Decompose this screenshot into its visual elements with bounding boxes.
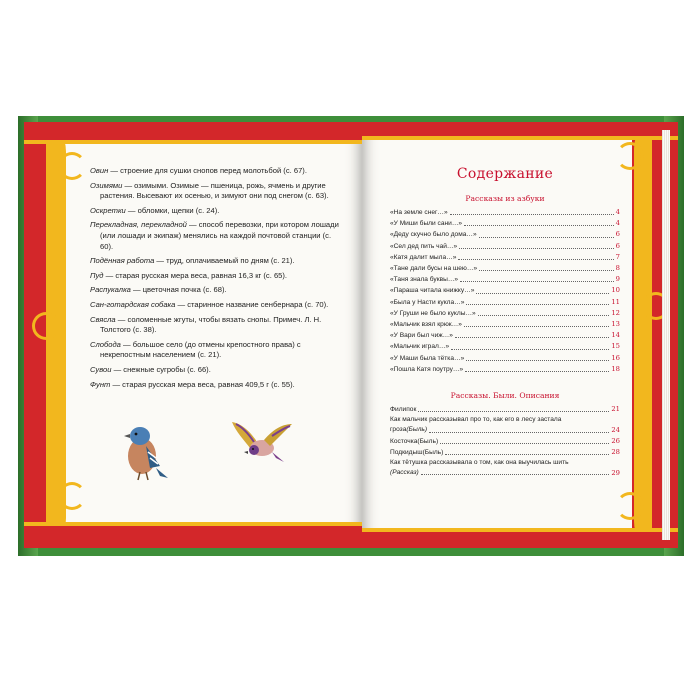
toc-item <box>390 252 620 263</box>
toc-item-note: (Быль) <box>406 426 428 434</box>
ornament-border-top <box>24 122 362 148</box>
toc-page-number: 28 <box>611 447 620 456</box>
toc-item <box>390 319 620 330</box>
section-title: Рассказы из азбуки <box>465 194 545 203</box>
toc-item-title: «У Груши не было куклы…» <box>390 309 476 317</box>
toc-item <box>390 263 620 274</box>
toc-item-title: Филипок <box>390 406 417 414</box>
glossary-term: Подённая работа <box>90 256 155 266</box>
toc-page-number: 11 <box>611 297 620 306</box>
glossary-term: Свясла <box>90 314 116 324</box>
toc-leader-dots <box>421 474 610 475</box>
toc-item-line <box>390 425 620 435</box>
toc-item-title: Косточка <box>390 437 418 445</box>
glossary-definition: — старая русская мера веса, равная 409,5 г (с. 55). <box>110 379 295 389</box>
glossary-entry <box>90 315 340 336</box>
toc-item-title: «Параша читала книжку…» <box>390 287 475 295</box>
ornament-border-right <box>632 122 678 548</box>
toc-item-note: (Быль) <box>422 448 444 456</box>
toc-item-title: Как тётушка рассказывала о том, как она выучилась шить <box>390 459 569 467</box>
toc-item-title: «Мальчик играл…» <box>390 343 450 351</box>
toc-item-title: «Мальчик взял крюк…» <box>390 321 462 329</box>
toc-page-number: 7 <box>615 252 620 261</box>
glossary-definition: — озимыми. Озимые — пшеница, рожь, ячмень и другие растения. Высевают их осенью, и зимуют они под снегом (с. 63). <box>100 180 329 201</box>
toc-leader-dots <box>458 259 613 260</box>
toc-leader-dots <box>429 432 609 433</box>
ornament-curl <box>58 152 86 180</box>
glossary-term: Озимями <box>90 180 123 190</box>
toc-item-title: «Сел дед пить чай…» <box>390 242 458 250</box>
glossary-entry <box>90 365 340 376</box>
ornament-border-bottom <box>24 518 362 548</box>
toc-leader-dots <box>466 360 609 361</box>
toc-item-title: «У Миши были сани…» <box>390 220 463 228</box>
ornament-curl <box>616 492 644 520</box>
toc-item-title: «У Вари был чиж…» <box>390 332 453 340</box>
page-edges <box>662 130 670 540</box>
toc-page-number: 16 <box>611 353 620 362</box>
toc-leader-dots <box>450 214 614 215</box>
toc-page-number: 12 <box>611 308 620 317</box>
glossary-entry <box>90 380 340 391</box>
glossary-definition: — старая русская мера веса, равная 16,3 кг (с. 65). <box>103 270 288 280</box>
glossary-entry <box>90 340 340 361</box>
glossary-definition: — старинное название сенбернара (с. 70). <box>175 299 329 309</box>
toc-leader-dots <box>445 454 609 455</box>
glossary-term: Сан-готардская собака <box>90 299 176 309</box>
toc-page-number: 15 <box>611 342 620 351</box>
toc-page-number: 21 <box>611 405 620 414</box>
glossary-term: Фунт <box>90 379 111 389</box>
toc-leader-dots <box>459 248 613 249</box>
glossary-definition: — большое село (до отмены крепостного права) с некрепостным населением (с. 21). <box>100 339 301 360</box>
toc-item <box>390 330 620 341</box>
glossary-definition: — строение для сушки снопов перед молотьбой (с. 67). <box>108 166 307 175</box>
toc-page-number: 6 <box>615 230 620 239</box>
toc-item-title: «Катя далит мыла…» <box>390 253 457 261</box>
toc-item-line <box>390 468 620 478</box>
toc-item <box>390 308 620 319</box>
chaffinch-bird-illustration <box>116 422 172 482</box>
glossary-definition: — способ перевозки, при котором лошади (или лошади и экипаж) менялись на каждой почтовой станции (с. 60). <box>100 220 339 251</box>
glossary-definition: — снежные сугробы (с. 66). <box>111 364 211 374</box>
toc-leader-dots <box>460 281 614 282</box>
toc-page-number: 4 <box>615 219 620 228</box>
toc-item-title: «У Маши была тётка…» <box>390 354 465 362</box>
glossary-term: Оскретки <box>90 205 126 215</box>
toc-page-number: 10 <box>611 286 620 295</box>
glossary-entry <box>90 181 340 202</box>
ornament-border-bottom <box>362 524 678 548</box>
toc-item <box>390 274 620 285</box>
glossary-entry <box>90 206 340 217</box>
ornament-curl <box>32 312 60 340</box>
toc-item <box>390 229 620 240</box>
glossary <box>90 166 340 394</box>
glossary-term: Пуд <box>90 270 104 280</box>
toc-item-title: Подкидыш <box>390 448 423 456</box>
toc-item <box>390 364 620 375</box>
ornament-curl <box>58 482 86 510</box>
toc-item <box>390 297 620 308</box>
toc-item-title: Как мальчик рассказывал про то, как его в лесу застала <box>390 416 562 424</box>
glossary-definition: — цветочная почка (с. 68). <box>130 285 227 295</box>
glossary-entry <box>90 300 340 311</box>
glossary-term: Слобода <box>90 339 121 349</box>
toc-leader-dots <box>479 237 614 238</box>
toc-item <box>390 404 620 415</box>
glossary-entry <box>90 271 340 282</box>
toc-item-title: «Была у Насти кукла…» <box>390 298 465 306</box>
ornament-curl <box>616 142 644 170</box>
toc-page-number: 9 <box>615 275 620 284</box>
right-page <box>362 122 678 548</box>
toc-item <box>390 458 620 478</box>
toc-item <box>390 285 620 296</box>
toc-leader-dots <box>440 443 609 444</box>
glossary-entry <box>90 285 340 296</box>
toc-leader-dots <box>451 349 609 350</box>
toc-leader-dots <box>418 411 609 412</box>
table-of-contents <box>390 166 620 478</box>
glossary-term: Распукалка <box>90 285 131 295</box>
glossary-term: Овин <box>90 166 109 175</box>
toc-page-number: 13 <box>611 320 620 329</box>
toc-item <box>390 415 620 435</box>
toc-item-note: (Быль) <box>417 437 439 445</box>
toc-item-title: «Тане дали бусы на шею…» <box>390 265 478 273</box>
glossary-definition: — обломки, щепки (с. 24). <box>125 205 220 215</box>
toc-section-2 <box>390 404 620 478</box>
toc-item <box>390 353 620 364</box>
toc-item <box>390 207 620 218</box>
toc-page-number: 18 <box>611 364 620 373</box>
glossary-term: Сувои <box>90 364 112 374</box>
toc-item-title: «Таня знала буквы…» <box>390 276 459 284</box>
toc-leader-dots <box>464 225 614 226</box>
glossary-entry <box>90 220 340 252</box>
toc-item-title: «Пошла Катя поутру…» <box>390 365 464 373</box>
glossary-entry <box>90 256 340 267</box>
toc-item <box>390 447 620 458</box>
toc-page-number: 4 <box>615 208 620 216</box>
toc-page-number: 29 <box>611 469 620 478</box>
toc-leader-dots <box>479 270 614 271</box>
toc-leader-dots <box>465 371 609 372</box>
toc-item-note: (Рассказ) <box>390 469 419 477</box>
toc-section-1 <box>390 207 620 375</box>
toc-item <box>390 241 620 252</box>
toc-leader-dots <box>464 326 609 327</box>
section-title: Рассказы. Были. Описания <box>450 391 560 401</box>
toc-item-title: «Деду скучно было дома…» <box>390 231 477 239</box>
toc-page-number: 24 <box>611 426 620 435</box>
open-book <box>18 116 684 556</box>
left-page <box>24 122 362 548</box>
glossary-definition: — соломенные жгуты, чтобы вязать снопы. Примеч. Л. Н. Толстого (с. 38). <box>100 314 322 335</box>
glossary-definition: — труд, оплачиваемый по дням (с. 21). <box>154 256 295 266</box>
toc-item <box>390 436 620 447</box>
toc-leader-dots <box>476 293 609 294</box>
toc-page-number: 6 <box>615 241 620 250</box>
toc-leader-dots <box>478 315 610 316</box>
ornament-border-top <box>362 122 678 144</box>
flying-bird-illustration <box>224 414 296 470</box>
toc-leader-dots <box>466 304 609 305</box>
toc-item-title-cont: гроза <box>390 426 407 434</box>
toc-item-title: «На земле снег…» <box>390 209 448 216</box>
toc-page-number: 26 <box>611 436 620 445</box>
toc-page-number: 8 <box>615 264 620 273</box>
toc-item <box>390 218 620 229</box>
toc-item <box>390 341 620 352</box>
glossary-term: Перекладная, перекладной <box>90 220 187 230</box>
toc-leader-dots <box>455 337 609 338</box>
glossary-entry <box>90 166 340 177</box>
toc-page-number: 14 <box>611 331 620 340</box>
contents-title: Содержание <box>456 166 554 182</box>
